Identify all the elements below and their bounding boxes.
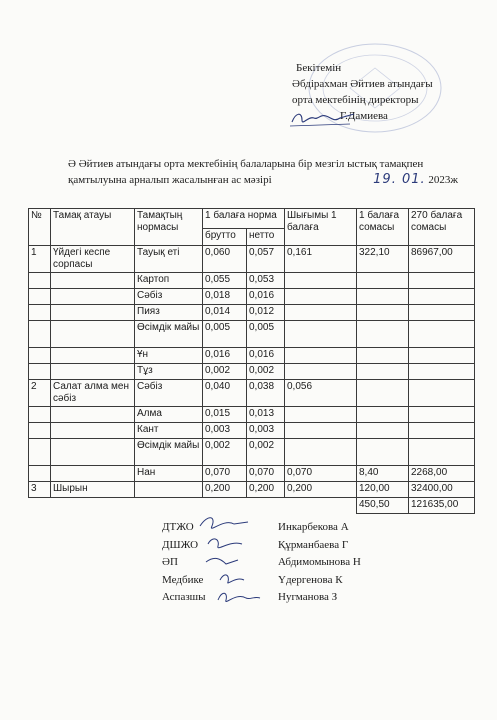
header-dish: Тамақ атауы [51,209,135,246]
cell-sum1 [357,305,409,321]
header-gross: брутто [203,229,247,246]
cell-gross: 0,015 [203,407,247,423]
cell-yield: 0,200 [285,482,357,498]
cell-net: 0,070 [247,466,285,482]
cell-gross: 0,018 [203,289,247,305]
cell-sum1 [357,423,409,439]
approval-director-name: Г.Дамиева [340,110,388,122]
cell-sum1 [357,289,409,305]
cell-item: Өсімдік майы [135,321,203,348]
table-row [29,321,475,348]
cell-sum1: 120,00 [357,482,409,498]
cell-gross: 0,002 [203,439,247,466]
cell-sum270 [409,364,475,380]
cell-sum1 [357,321,409,348]
cell-item: Нан [135,466,203,482]
cell-gross: 0,014 [203,305,247,321]
cell-item: Кант [135,423,203,439]
menu-year: 2023ж [428,174,458,186]
cell-dish [51,466,135,482]
menu-table [28,208,475,514]
cell-item: Өсімдік майы [135,439,203,466]
signer-role: ӘП [162,556,178,568]
cell-dish: Үйдегі кеспе сорпасы [51,246,135,273]
cell-item: Картоп [135,273,203,289]
menu-date-handwritten: 19. 01. [373,172,426,187]
table-row [29,439,475,466]
cell-yield [285,273,357,289]
cell-item: Алма [135,407,203,423]
cell-gross: 0,003 [203,423,247,439]
cell-sum1 [357,380,409,407]
cell-num: 3 [29,482,51,498]
table-row [29,364,475,380]
cell-num [29,466,51,482]
cell-sum270: 86967,00 [409,246,475,273]
signer-role: ДШЖО [162,538,199,551]
cell-sum270 [409,289,475,305]
cell-gross: 0,070 [203,466,247,482]
cell-net: 0,053 [247,273,285,289]
cell-gross: 0,005 [203,321,247,348]
total-sum1: 450,50 [357,498,409,514]
signer-name: Үдергенова К [278,573,343,586]
cell-yield [285,289,357,305]
cell-net: 0,003 [247,423,285,439]
table-row [29,380,475,407]
cell-dish [51,439,135,466]
cell-dish: Шырын [51,482,135,498]
cell-sum270 [409,407,475,423]
table-row [29,273,475,289]
total-sum270: 121635,00 [409,498,475,514]
cell-yield [285,407,357,423]
cell-dish [51,305,135,321]
cell-yield [285,305,357,321]
cell-net: 0,002 [247,364,285,380]
cell-dish [51,348,135,364]
cell-dish [51,364,135,380]
cell-net: 0,016 [247,348,285,364]
cell-gross: 0,200 [203,482,247,498]
cell-num [29,273,51,289]
cell-num [29,407,51,423]
cell-item: Сәбіз [135,289,203,305]
cell-yield [285,364,357,380]
cell-num [29,305,51,321]
cell-net: 0,013 [247,407,285,423]
table-row [29,305,475,321]
cell-item: Тауық еті [135,246,203,273]
table-row [29,407,475,423]
cell-num [29,364,51,380]
cell-item: Сәбіз [135,380,203,407]
cell-num [29,348,51,364]
cell-sum1: 322,10 [357,246,409,273]
signer-name: Нугманова З [278,591,338,603]
signer-role: Аспазшы [162,591,206,603]
cell-sum270 [409,321,475,348]
cell-yield: 0,056 [285,380,357,407]
cell-dish [51,407,135,423]
cell-net: 0,005 [247,321,285,348]
cell-yield: 0,070 [285,466,357,482]
cell-sum1 [357,273,409,289]
header-norm: Тамақтың нормасы [135,209,203,246]
cell-yield [285,348,357,364]
signer-name: Құрманбаева Г [278,538,349,551]
signer-name: Инкарбекова А [278,521,349,533]
cell-num: 2 [29,380,51,407]
signer-name: Абдимомынова Н [278,556,361,568]
cell-net: 0,012 [247,305,285,321]
cell-dish [51,423,135,439]
cell-sum270: 2268,00 [409,466,475,482]
cell-sum270 [409,305,475,321]
table-row [29,423,475,439]
director-signature-icon [288,106,358,132]
cell-item: Тұз [135,364,203,380]
cell-num [29,289,51,305]
cell-yield: 0,161 [285,246,357,273]
signatures-icon [190,512,270,612]
cell-empty [29,498,51,514]
cell-sum270 [409,423,475,439]
cell-sum270 [409,439,475,466]
cell-dish [51,289,135,305]
cell-sum1 [357,364,409,380]
cell-num [29,439,51,466]
signer-role: ДТЖО [162,521,194,533]
header-yield: Шығымы 1 балаға [285,209,357,246]
cell-empty [51,498,135,514]
cell-yield [285,321,357,348]
cell-item: Ұн [135,348,203,364]
table-row [29,246,475,273]
cell-yield [285,439,357,466]
cell-sum1 [357,407,409,423]
cell-gross: 0,002 [203,364,247,380]
cell-net: 0,016 [247,289,285,305]
cell-yield [285,423,357,439]
cell-sum270 [409,273,475,289]
approval-position: орта мектебінің директоры [292,94,419,106]
table-row [29,348,475,364]
menu-title [68,156,488,188]
table-row [29,482,475,498]
header-per-child-norm: 1 балаға норма [203,209,285,229]
header-num: № [29,209,51,246]
header-total-sum: 270 балаға сомасы [409,209,475,246]
menu-title-line2: қамтылуына арналып жасалынған ас мәзірі [68,174,272,186]
signer-role: Медбике [162,573,204,586]
cell-empty [285,498,357,514]
cell-item: Пияз [135,305,203,321]
cell-gross: 0,040 [203,380,247,407]
cell-net: 0,002 [247,439,285,466]
approval-school: Әбдірахман Әйтиев атындағы [292,78,433,90]
cell-dish [51,273,135,289]
cell-item [135,482,203,498]
header-per-child-sum: 1 балаға сомасы [357,209,409,246]
table-row [29,466,475,482]
cell-net: 0,038 [247,380,285,407]
approval-heading: Бекітемін [296,62,342,74]
cell-dish [51,321,135,348]
cell-num [29,423,51,439]
table-row [29,289,475,305]
cell-sum1 [357,439,409,466]
cell-num: 1 [29,246,51,273]
cell-gross: 0,060 [203,246,247,273]
cell-net: 0,200 [247,482,285,498]
cell-sum1: 8,40 [357,466,409,482]
cell-net: 0,057 [247,246,285,273]
cell-num [29,321,51,348]
cell-sum270: 32400,00 [409,482,475,498]
cell-sum1 [357,348,409,364]
cell-gross: 0,016 [203,348,247,364]
cell-gross: 0,055 [203,273,247,289]
cell-sum270 [409,348,475,364]
header-net: нетто [247,229,285,246]
cell-sum270 [409,380,475,407]
menu-title-line1: Ә Әйтиев атындағы орта мектебінің балаларына бір мезгіл ыстық тамақпен [68,158,424,170]
cell-dish: Салат алма мен сәбіз [51,380,135,407]
